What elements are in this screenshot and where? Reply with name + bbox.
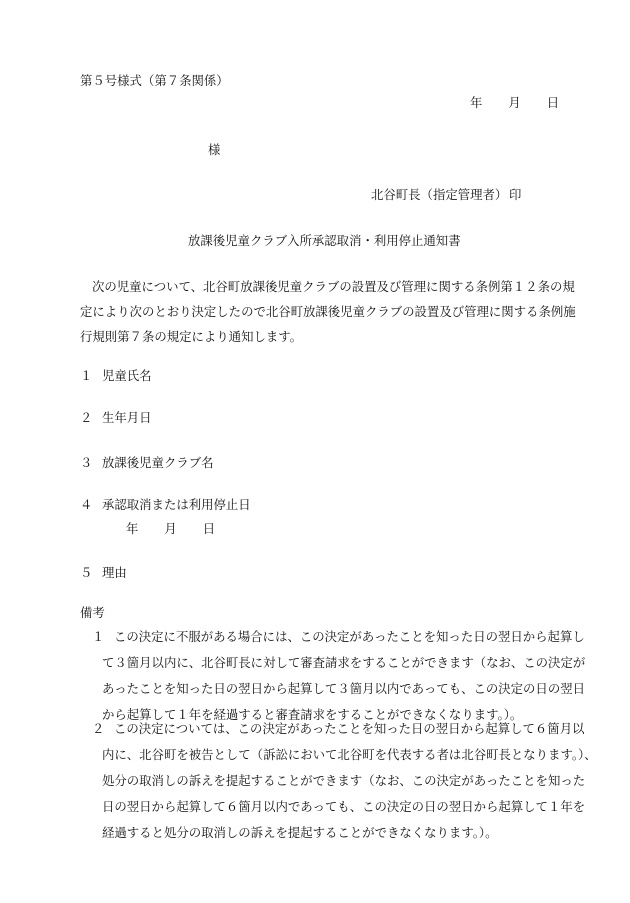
form-id: 第５号様式（第７条関係） [80,73,229,88]
remark-line [80,624,585,650]
item-label: 理由 [102,565,127,580]
header-date-month: 月 [508,95,521,110]
remark-line: 日の翌日から起算して６箇月以内であっても、この決定の日の翌日から起算して１年を [102,799,586,814]
remark-line-text: この決定については、この決定があったことを知った日の翌日から起算して６箇月以 [114,721,585,736]
seal-mark: 印 [509,187,522,202]
remarks-heading: 備考 [80,605,105,620]
remark-line: て３箇月以内に、北谷町長に対して審査請求をすることができます（なお、この決定が [102,655,586,670]
item-4-date-year: 年 [126,521,139,536]
header-date [470,96,559,111]
body-paragraph [80,274,576,349]
body-line: 行規則第７条の規定により通知します。 [80,329,303,344]
body-line: 定により次のとおり決定したので北谷町放課後児童クラブの設置及び管理に関する条例施 [80,304,576,319]
remark-line: 処分の取消しの訴えを提起することができます（なお、この決定があったことを知った [102,773,586,788]
remark-line: 経過すると処分の取消しの訴えを提起することができなくなります。）。 [102,825,498,840]
recipient-suffix: 様 [208,142,221,157]
item-4-date-month: 月 [164,521,177,536]
item-number: ３ [80,455,93,470]
item-4-date [126,522,215,537]
item-label: 児童氏名 [102,368,152,383]
body-line: 次の児童について、北谷町放課後児童クラブの設置及び管理に関する条例第１２条の規 [92,279,575,294]
item-number: １ [80,368,93,383]
item-4 [80,498,251,513]
item-number: ４ [80,497,93,512]
remark-line [80,716,585,742]
remark-2 [80,716,597,846]
item-3 [80,456,214,471]
remark-number: １ [92,629,105,644]
remark-1 [80,624,586,728]
remark-line: 内に、北谷町を被告として（訴訟において北谷町を代表する者は北谷町長となります。）、 [102,747,597,762]
item-label: 生年月日 [102,410,152,425]
header-date-day: 日 [546,95,560,110]
item-4-date-day: 日 [202,521,216,536]
item-label: 承認取消または利用停止日 [102,497,251,512]
header-date-year: 年 [470,95,483,110]
remark-number: ２ [92,721,105,736]
item-2 [80,411,152,426]
remark-line-text: この決定に不服がある場合には、この決定があったことを知った日の翌日から起算し [114,629,585,644]
item-1 [80,369,152,384]
remark-line: から起算して１年を経過すると審査請求をすることができなくなります。）。 [102,707,523,722]
issuer: 北谷町長（指定管理者） [371,187,508,202]
item-5 [80,566,127,581]
item-number: ５ [80,565,93,580]
remark-line: あったことを知った日の翌日から起算して３箇月以内であっても、この決定の日の翌日 [102,681,585,696]
item-label: 放課後児童クラブ名 [102,455,214,470]
item-number: ２ [80,410,93,425]
document-title: 放課後児童クラブ入所承認取消・利用停止通知書 [188,233,461,248]
